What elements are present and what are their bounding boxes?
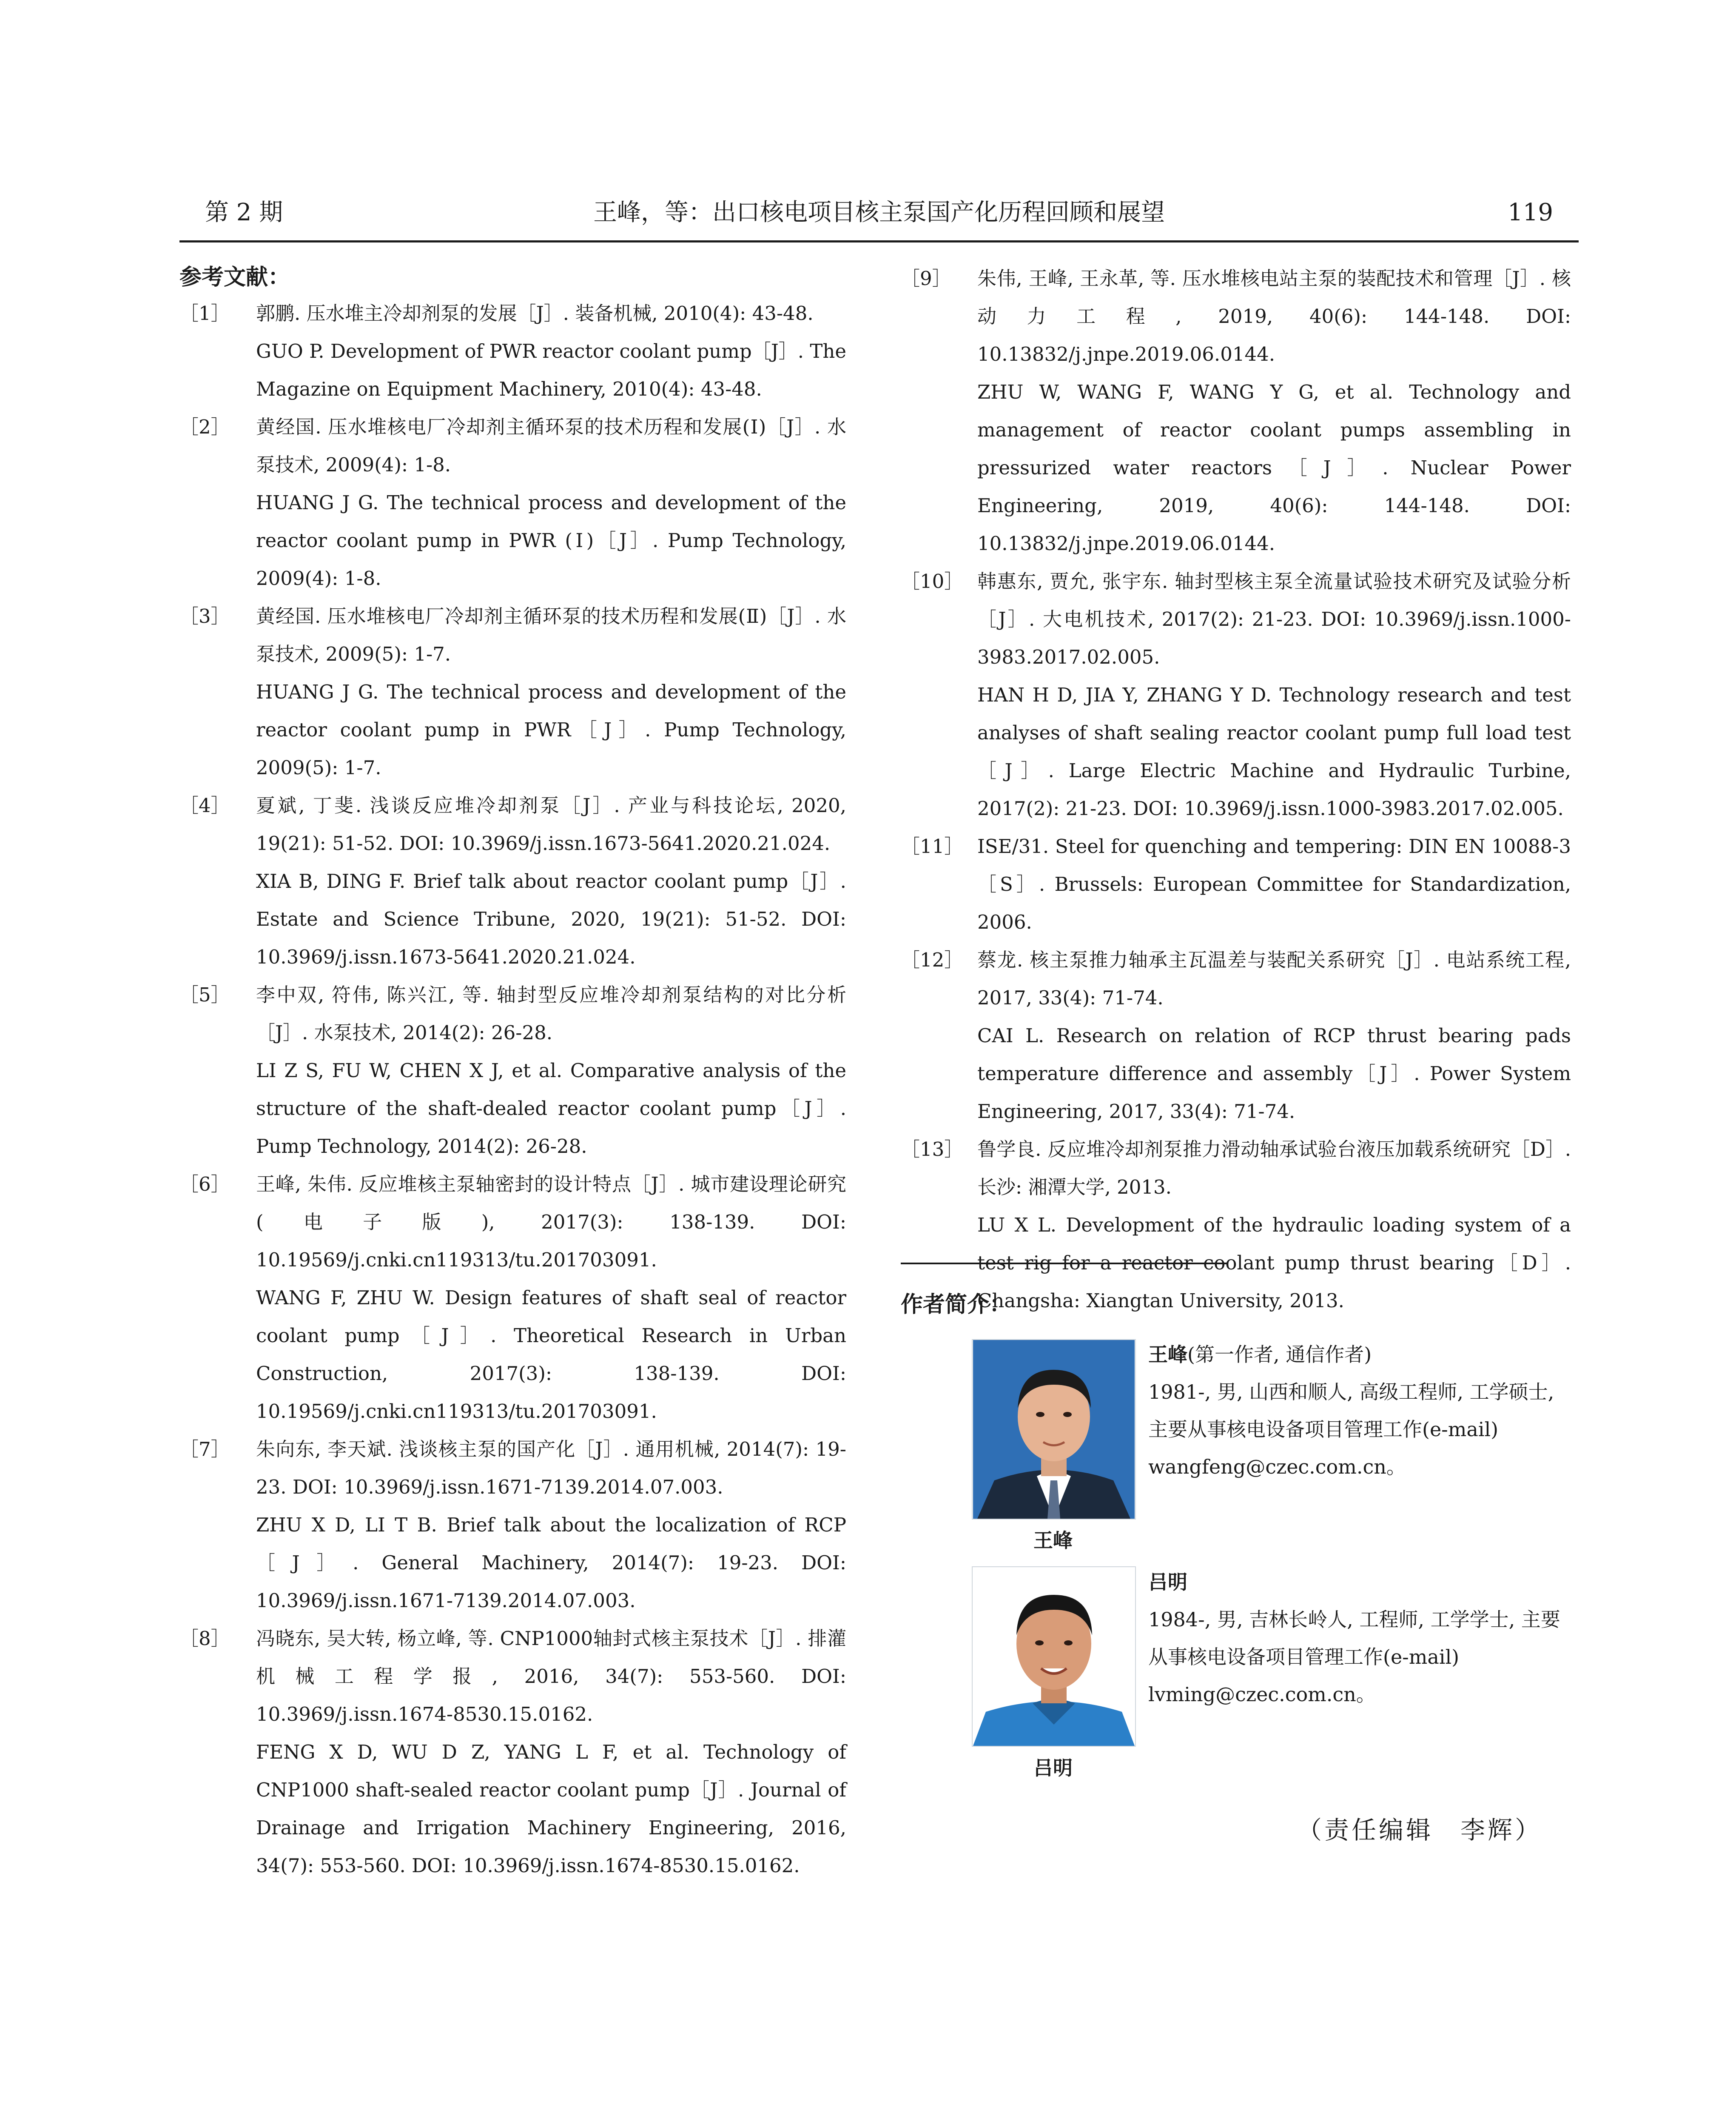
reference-text-en: CAI L. Research on relation of RCP thrust bearing pads temperature difference and assembly［J］. Power System Engineering, 2017, 33(4): 71-74. (977, 1024, 1571, 1123)
author-bio (1148, 1563, 1571, 1713)
author-photo-caption: 吕明 (1033, 1756, 1073, 1779)
reference-number: ［3］ (179, 605, 230, 627)
reference-item (901, 259, 1571, 562)
author-photo-wangfeng (972, 1339, 1136, 1520)
reference-text-zh: 韩惠东, 贾允, 张宇东. 轴封型核主泵全流量试验技术研究及试验分析［J］. 大电机技术, 2017(2): 21-23. DOI: 10.3969/j.issn.1000-3983.2017.02.005. (977, 570, 1571, 668)
page-number: 119 (1508, 199, 1553, 226)
reference-text-zh: 黄经国. 压水堆核电厂冷却剂主循环泵的技术历程和发展(Ⅰ)［J］. 水泵技术, 2009(4): 1-8. (256, 416, 846, 476)
reference-number: ［5］ (179, 984, 230, 1006)
reference-text-en: WANG F, ZHU W. Design features of shaft seal of reactor coolant pump［J］. Theoretical Research in Urban Construction, 2017(3): 138-139. DOI: 10.19569/j.cnki.cn119313/tu.201703091. (256, 1286, 846, 1423)
author-photo-lvming (972, 1566, 1136, 1747)
reference-text-zh: 夏斌, 丁斐. 浅谈反应堆冷却剂泵［J］. 产业与科技论坛, 2020, 19(21): 51-52. DOI: 10.3969/j.issn.1673-5641.2020.21.024. (256, 794, 846, 855)
reference-number: ［6］ (179, 1173, 230, 1195)
reference-number: ［12］ (901, 949, 964, 971)
reference-text-en: FENG X D, WU D Z, YANG L F, et al. Technology of CNP1000 shaft-sealed reactor coolant pump［J］. Journal of Drainage and Irrigation Machinery Engineering, 2016, 34(7): 553-560. DOI: 10.3969/j.issn.1674-8530.15.0162. (256, 1741, 846, 1877)
reference-text-en: LU X L. Development of the hydraulic loading system of a test rig for a reactor coolant pump thrust bearing［D］. Changsha: Xiangtan University, 2013. (977, 1214, 1571, 1312)
reference-item (901, 941, 1571, 1130)
reference-text-zh: 蔡龙. 核主泵推力轴承主瓦温差与装配关系研究［J］. 电站系统工程, 2017, 33(4): 71-74. (977, 949, 1571, 1009)
reference-number: ［1］ (179, 302, 230, 325)
references-heading: 参考文献： (179, 265, 290, 290)
author-name: 王峰 (1148, 1343, 1187, 1366)
author-intro-heading: 作者简介： (901, 1292, 1012, 1317)
reference-item (179, 1430, 846, 1619)
reference-text-zh: 朱伟, 王峰, 王永革, 等. 压水堆核电站主泵的装配技术和管理［J］. 核动力工程, 2019, 40(6): 144-148. DOI: 10.13832/j.jnpe.2019.06.0144. (977, 267, 1571, 365)
reference-number: ［7］ (179, 1438, 230, 1460)
author-photo-caption: 王峰 (1033, 1529, 1073, 1552)
reference-item (179, 787, 846, 976)
reference-text-en: GUO P. Development of PWR reactor coolant pump［J］. The Magazine on Equipment Machinery, 2010(4): 43-48. (256, 340, 847, 400)
author-bio-text: 1984-, 男, 吉林长岭人, 工程师, 工学学士, 主要从事核电设备项目管理工作(e-mail) lvming@czec.com.cn。 (1148, 1608, 1560, 1706)
reference-text-zh: 鲁学良. 反应堆冷却剂泵推力滑动轴承试验台液压加载系统研究［D］. 长沙: 湘潭大学, 2013. (977, 1138, 1571, 1198)
reference-text-en: ZHU W, WANG F, WANG Y G, et al. Technology and management of reactor coolant pumps assembling in pressurized water reactors［J］. Nuclear Power Engineering, 2019, 40(6): 144-148. DOI: 10.13832/j.jnpe.2019.06.0144. (977, 381, 1571, 555)
reference-text-zh: 王峰, 朱伟. 反应堆核主泵轴密封的设计特点［J］. 城市建设理论研究(电子版), 2017(3): 138-139. DOI: 10.19569/j.cnki.cn119313/tu.201703091. (256, 1173, 846, 1271)
running-header (179, 194, 1579, 242)
reference-number: ［9］ (901, 267, 951, 290)
reference-item (179, 294, 846, 408)
reference-text-zh: 朱向东, 李天斌. 浅谈核主泵的国产化［J］. 通用机械, 2014(7): 19-23. DOI: 10.3969/j.issn.1671-7139.2014.07.003. (256, 1438, 846, 1498)
author-role: (第一作者, 通信作者) (1187, 1343, 1372, 1366)
reference-item (179, 976, 846, 1165)
reference-number: ［10］ (901, 570, 964, 593)
responsible-editor: （责任编辑 李辉） (1297, 1816, 1542, 1845)
author-bio-text: 1981-, 男, 山西和顺人, 高级工程师, 工学硕士, 主要从事核电设备项目管理工作(e-mail) wangfeng@czec.com.cn。 (1148, 1380, 1554, 1478)
issue-number: 第 2 期 (205, 199, 283, 226)
reference-item (901, 827, 1571, 941)
reference-number: ［8］ (179, 1627, 230, 1650)
reference-number: ［4］ (179, 794, 230, 817)
reference-item (179, 408, 846, 597)
reference-item (179, 597, 846, 787)
reference-text-en: ZHU X D, LI T B. Brief talk about the localization of RCP［J］. General Machinery, 2014(7): 19-23. DOI: 10.3969/j.issn.1671-7139.2014.07.003. (256, 1514, 846, 1612)
reference-text-en: XIA B, DING F. Brief talk about reactor coolant pump［J］. Estate and Science Tribune, 2020, 19(21): 51-52. DOI: 10.3969/j.issn.1673-5641.2020.21.024. (256, 870, 846, 968)
references-column-left (179, 259, 846, 1885)
reference-text-zh: 黄经国. 压水堆核电厂冷却剂主循环泵的技术历程和发展(Ⅱ)［J］. 水泵技术, 2009(5): 1-7. (256, 605, 846, 665)
reference-text-en: HUANG J G. The technical process and development of the reactor coolant pump in PWR［J］. Pump Technology, 2009(5): 1-7. (256, 681, 846, 779)
reference-text-en: HUANG J G. The technical process and development of the reactor coolant pump in PWR (Ⅰ)［J］. Pump Technology, 2009(4): 1-8. (256, 491, 846, 590)
reference-number: ［11］ (901, 835, 964, 858)
reference-text-zh: ISE/31. Steel for quenching and tempering: DIN EN 10088-3［S］. Brussels: European Committee for Standardization, 2006. (977, 835, 1571, 933)
reference-text-zh: 冯晓东, 吴大转, 杨立峰, 等. CNP1000轴封式核主泵技术［J］. 排灌机械工程学报, 2016, 34(7): 553-560. DOI: 10.3969/j.issn.1674-8530.15.0162. (256, 1627, 846, 1725)
reference-number: ［2］ (179, 416, 230, 438)
reference-text-zh: 李中双, 符伟, 陈兴江, 等. 轴封型反应堆冷却剂泵结构的对比分析［J］. 水泵技术, 2014(2): 26-28. (256, 984, 846, 1044)
reference-item (179, 1619, 846, 1885)
reference-text-en: LI Z S, FU W, CHEN X J, et al. Comparative analysis of the structure of the shaft-dealed reactor coolant pump［J］. Pump Technology, 2014(2): 26-28. (256, 1059, 846, 1158)
section-divider (901, 1263, 1228, 1264)
reference-item (901, 562, 1571, 827)
references-column-right (901, 259, 1571, 1320)
reference-text-en: HAN H D, JIA Y, ZHANG Y D. Technology research and test analyses of shaft sealing reactor coolant pump full load test［J］. Large Electric Machine and Hydraulic Turbine, 2017(2): 21-23. DOI: 10.3969/j.issn.1000-3983.2017.02.005. (977, 684, 1571, 820)
author-name: 吕明 (1148, 1571, 1187, 1594)
reference-number: ［13］ (901, 1138, 964, 1160)
author-bio (1148, 1336, 1571, 1485)
running-title: 王峰，等：出口核电项目核主泵国产化历程回顾和展望 (593, 199, 1165, 226)
reference-text-zh: 郭鹏. 压水堆主冷却剂泵的发展［J］. 装备机械, 2010(4): 43-48. (256, 302, 814, 325)
reference-item (179, 1165, 846, 1430)
